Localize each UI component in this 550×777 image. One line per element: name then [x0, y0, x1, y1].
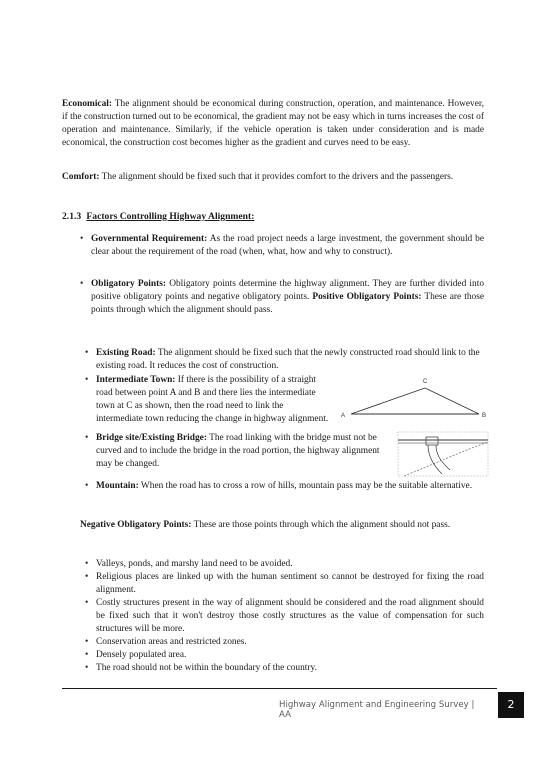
list-item-obligatory	[62, 278, 484, 317]
obligatory-label: Obligatory Points:	[91, 279, 167, 289]
existing-road-text: The alignment should be fixed such that the newly constructed road should link to the existing road. It reduces the cost of construction.	[96, 348, 480, 371]
list-item-intermediate-town	[62, 374, 332, 426]
list-item	[62, 558, 484, 571]
positive-text: These are those points through which the alignment should pass.	[91, 292, 485, 315]
bullet-icon: •	[85, 375, 89, 385]
intermediate-label: Intermediate Town:	[96, 375, 176, 385]
list-item-bridge-site	[62, 432, 392, 471]
road-line-a-c	[351, 388, 425, 414]
positive-label: Positive Obligatory Points:	[312, 292, 422, 302]
list-item-governmental	[62, 233, 484, 259]
bullet-icon: •	[85, 572, 89, 582]
point-a-label: A	[341, 413, 346, 419]
comfort-label: Comfort:	[62, 172, 100, 182]
negative-item-text: The road should not be within the boundary of the country.	[96, 663, 317, 673]
negative-item-text: Costly structures present in the way of alignment should be considered and the road alignment should be fixed such that it won't destroy those costly structures as the value of compensation for such structures will be more.	[96, 598, 484, 634]
economical-paragraph	[62, 98, 484, 150]
bridge-text: The road linking with the bridge must not be curved and to include the bridge in the road portion, the highway alignment may be changed.	[96, 433, 380, 469]
list-item-mountain	[62, 480, 484, 493]
negative-text: These are those points through which the alignment should not pass.	[193, 520, 451, 530]
bullet-icon: •	[80, 234, 84, 244]
negative-item-text: Conservation areas and restricted zones.	[96, 637, 247, 647]
list-item-existing-road	[62, 347, 484, 373]
section-title: Factors Controlling Highway Alignment:	[86, 211, 255, 222]
bridge-site-diagram	[394, 430, 492, 480]
negative-obligatory-paragraph	[80, 519, 484, 532]
bullet-icon: •	[85, 598, 89, 608]
bullet-icon: •	[85, 348, 89, 358]
mountain-label: Mountain:	[96, 481, 139, 491]
obligatory-text: Obligatory points determine the highway alignment. They are further divided into positive obligatory points and negative obligatory points.	[91, 279, 485, 302]
list-item	[62, 649, 484, 662]
list-item	[62, 662, 484, 675]
negative-item-text: Densely populated area.	[96, 650, 187, 660]
bullet-icon: •	[80, 279, 84, 289]
bullet-icon: •	[85, 650, 89, 660]
existing-road-label: Existing Road:	[96, 348, 156, 358]
river-bank-left	[428, 445, 442, 474]
bridge-deck	[426, 437, 438, 445]
mountain-text: When the road has to cross a row of hills, mountain pass may be the suitable alternative.	[140, 481, 473, 491]
section-heading	[62, 211, 484, 222]
list-item	[62, 636, 484, 649]
bullet-icon: •	[85, 663, 89, 673]
bridge-label: Bridge site/Existing Bridge:	[96, 433, 207, 443]
bullet-icon: •	[85, 481, 89, 491]
governmental-text: As the road project needs a large investment, the government should be clear about the requirement of the road (when, what, how and why to construct).	[91, 234, 484, 257]
list-item	[62, 597, 484, 636]
bullet-icon: •	[85, 433, 89, 443]
page-number: 2	[498, 692, 524, 718]
river-bank-right	[436, 445, 450, 470]
intermediate-town-diagram	[339, 376, 494, 424]
footer-title: Highway Alignment and Engineering Survey | AA	[279, 700, 475, 720]
section-number: 2.1.3	[62, 211, 82, 222]
road-line-c-b	[425, 388, 479, 414]
negative-item-text: Valleys, ponds, and marshy land need to be avoided.	[96, 559, 293, 569]
point-b-label: B	[482, 413, 487, 419]
bullet-icon: •	[85, 559, 89, 569]
economical-label: Economical:	[62, 99, 112, 109]
comfort-text: The alignment should be fixed such that it provides comfort to the drivers and the passengers.	[101, 172, 454, 182]
footer-divider	[62, 688, 497, 689]
negative-label: Negative Obligatory Points:	[80, 520, 192, 530]
negative-points-list	[62, 558, 484, 675]
alternate-alignment	[404, 442, 488, 476]
governmental-label: Governmental Requirement:	[91, 234, 208, 244]
comfort-paragraph	[62, 171, 484, 184]
list-item	[62, 571, 484, 597]
point-c-label: C	[423, 379, 428, 385]
diagram-frame	[398, 432, 488, 476]
bullet-icon: •	[85, 637, 89, 647]
economical-text: The alignment should be economical during construction, operation, and maintenance. However, if the construction turned out to be economical, the gradient may not be easy which in turns increases the cost of operation and maintenance. Similarly, if the vehicle operation is taken under consideration and is made economical, the construction cost becomes higher as the gradient and curves need to be easy.	[62, 99, 484, 148]
negative-item-text: Religious places are linked up with the human sentiment so cannot be destroyed for fixing the road alignment.	[96, 572, 484, 595]
intermediate-text: If there is the possibility of a straight road between point A and B and there lies the intermediate town at C as shown, then the road need to link the intermediate town reducing the change in highway alignment.	[96, 375, 329, 424]
